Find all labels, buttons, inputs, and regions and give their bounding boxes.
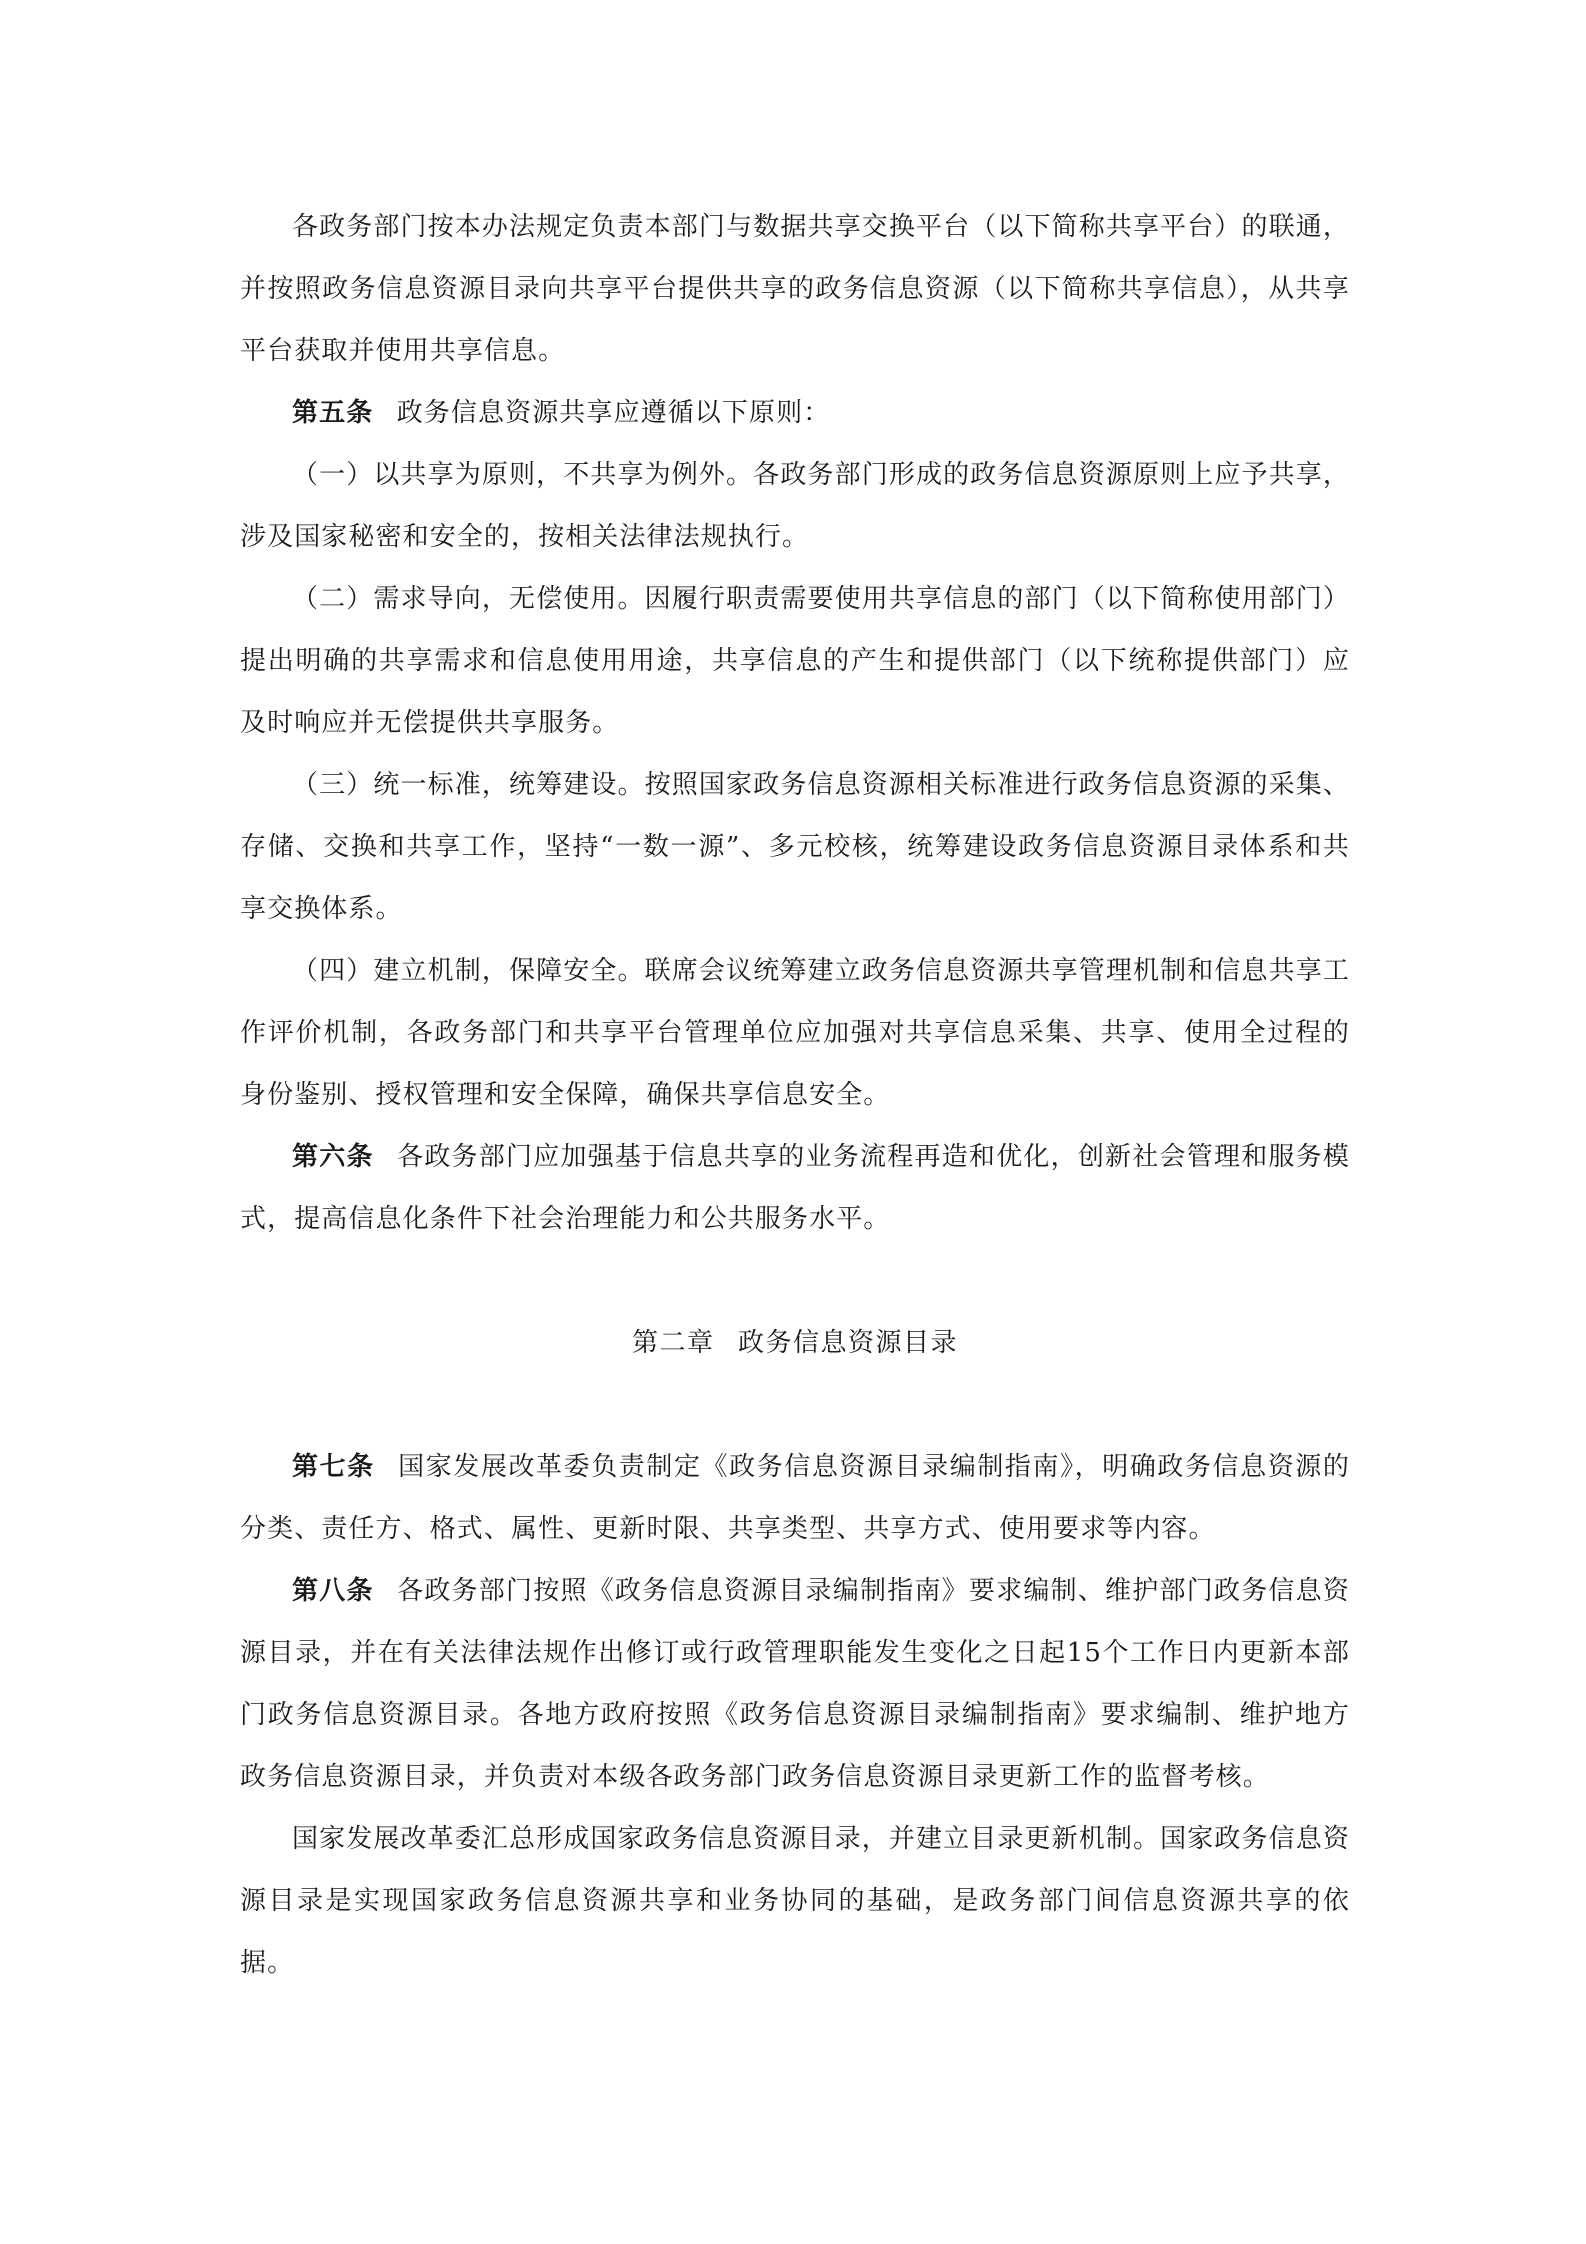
chapter-number: 第二章 — [632, 1328, 715, 1358]
paragraph-text: 各政务部门按照《政务信息资源目录编制指南》要求编制、维护部门政务信息资源目录，并在有关法律法规作出修订或行政管理职能发生变化之日起15个工作日内更新本部门政务信息资源目录。各地方政府按照《政务信息资源目录编制指南》要求编制、维护地方政务信息资源目录，并负责对本级各政务部门政务信息资源目录更新工作的监督考核。 — [240, 1576, 1350, 1792]
paragraph-text: 各政务部门应加强基于信息共享的业务流程再造和优化，创新社会管理和服务模式，提高信息化条件下社会治理能力和公共服务水平。 — [240, 1142, 1350, 1234]
document-page — [240, 196, 1350, 1994]
paragraph-text: 国家发展改革委负责制定《政务信息资源目录编制指南》，明确政务信息资源的分类、责任方、格式、属性、更新时限、共享类型、共享方式、使用要求等内容。 — [240, 1452, 1350, 1544]
principle-3-paragraph — [240, 754, 1350, 940]
chapter-heading — [240, 1312, 1350, 1374]
article-5-label: 第五条 — [292, 398, 374, 428]
catalog-summary-paragraph — [240, 1808, 1350, 1994]
paragraph-text: （一）以共享为原则，不共享为例外。各政务部门形成的政务信息资源原则上应予共享，涉及国家秘密和安全的，按相关法律法规执行。 — [240, 460, 1350, 552]
paragraph-text: （二）需求导向，无偿使用。因履行职责需要使用共享信息的部门（以下简称使用部门）提出明确的共享需求和信息使用用途，共享信息的产生和提供部门（以下统称提供部门）应及时响应并无偿提供共享服务。 — [240, 584, 1350, 738]
article-8-label: 第八条 — [292, 1576, 374, 1606]
chapter-title: 政务信息资源目录 — [737, 1328, 958, 1358]
article-6-label: 第六条 — [292, 1142, 374, 1172]
paragraphs-before-chapter — [240, 196, 1350, 1250]
principle-4-paragraph — [240, 940, 1350, 1126]
paragraph-text: 国家发展改革委汇总形成国家政务信息资源目录，并建立目录更新机制。国家政务信息资源目录是实现国家政务信息资源共享和业务协同的基础，是政务部门间信息资源共享的依据。 — [240, 1824, 1350, 1978]
article-8-paragraph — [240, 1560, 1350, 1808]
paragraph-text: （三）统一标准，统筹建设。按照国家政务信息资源相关标准进行政务信息资源的采集、存储、交换和共享工作，坚持“一数一源”、多元校核，统筹建设政务信息资源目录体系和共享交换体系。 — [240, 770, 1350, 924]
article-7-label: 第七条 — [292, 1452, 375, 1482]
article-5-paragraph — [240, 382, 1350, 444]
paragraph-1 — [240, 196, 1350, 382]
paragraphs-after-chapter — [240, 1436, 1350, 1994]
principle-1-paragraph — [240, 444, 1350, 568]
principle-2-paragraph — [240, 568, 1350, 754]
paragraph-text: 各政务部门按本办法规定负责本部门与数据共享交换平台（以下简称共享平台）的联通，并按照政务信息资源目录向共享平台提供共享的政务信息资源（以下简称共享信息），从共享平台获取并使用共享信息。 — [240, 212, 1350, 366]
paragraph-text: （四）建立机制，保障安全。联席会议统筹建立政务信息资源共享管理机制和信息共享工作评价机制，各政务部门和共享平台管理单位应加强对共享信息采集、共享、使用全过程的身份鉴别、授权管理和安全保障，确保共享信息安全。 — [240, 956, 1350, 1110]
paragraph-text: 政务信息资源共享应遵循以下原则： — [396, 398, 831, 428]
article-7-paragraph — [240, 1436, 1350, 1560]
article-6-paragraph — [240, 1126, 1350, 1250]
